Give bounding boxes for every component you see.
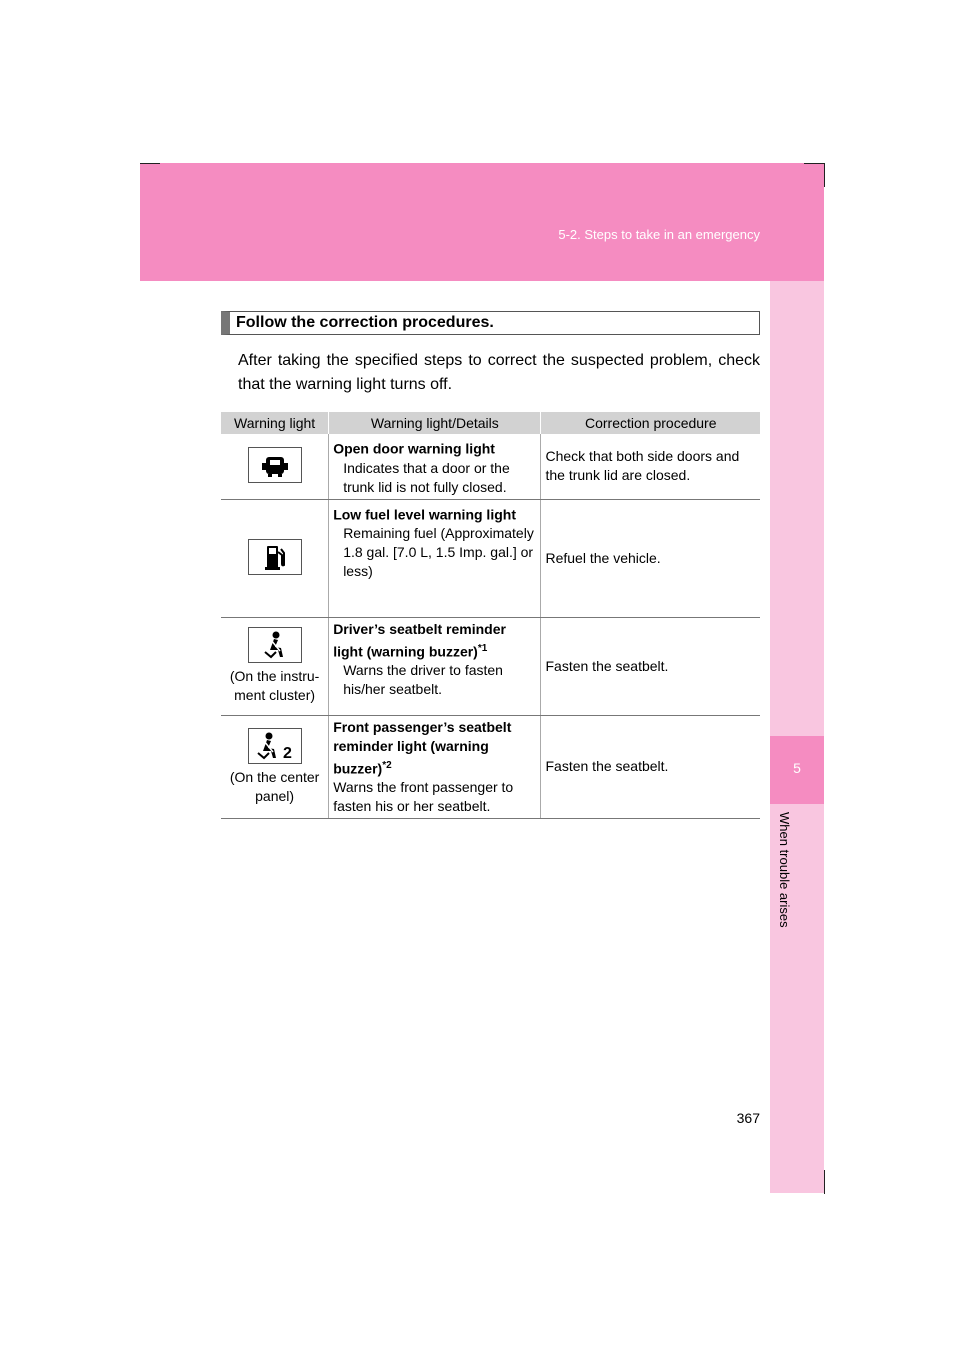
details-cell (329, 499, 541, 617)
table-header: Correction procedure (541, 412, 760, 434)
section-title: 5-2. Steps to take in an emergency (558, 227, 760, 242)
warning-light-cell (221, 715, 329, 819)
location-note: (On the center panel) (229, 768, 320, 804)
details-cell (329, 617, 541, 715)
location-note: (On the instru-ment cluster) (229, 668, 320, 704)
chapter-title: When trouble arises (777, 812, 792, 928)
light-details: Warns the front passenger to fasten his or her seatbelt. (333, 779, 514, 815)
table-row (221, 715, 760, 819)
table-row (221, 434, 760, 499)
page-number: 367 (736, 1110, 760, 1126)
table-header: Warning light (221, 412, 329, 434)
passenger-seatbelt-icon (248, 728, 302, 764)
svg-text:2: 2 (282, 744, 292, 761)
light-title: Low fuel level warning light (333, 506, 516, 523)
warning-light-cell (221, 499, 329, 617)
crop-mark (140, 163, 160, 164)
chapter-number: 5 (793, 760, 801, 776)
light-details: Remaining fuel (Approximately 1.8 gal. [7.0 L, 1.5 Imp. gal.] or less) (343, 525, 534, 580)
crop-mark (824, 1170, 825, 1194)
warning-light-cell (221, 617, 329, 715)
seatbelt-icon (248, 627, 302, 663)
details-cell (329, 434, 541, 499)
table-row (221, 617, 760, 715)
light-title: Driver’s seatbelt reminder light (warning buzzer)$^{*1}$ (333, 620, 506, 660)
details-cell (329, 715, 541, 819)
fuel-pump-icon (248, 539, 302, 575)
crop-mark (804, 163, 824, 164)
warning-light-table (221, 412, 760, 819)
table-header: Warning light/Details (329, 412, 541, 434)
light-title: Front passenger’s seatbelt reminder light (warning buzzer)$^{*2}$ (333, 718, 512, 777)
table-row (221, 499, 760, 617)
warning-light-cell (221, 434, 329, 499)
light-title: Open door warning light (333, 440, 495, 457)
section-heading: Follow the correction procedures. (221, 311, 760, 335)
table-header-row (221, 412, 760, 434)
correction-cell: Fasten the seatbelt. (541, 715, 760, 819)
header-band (140, 163, 824, 281)
light-details: Indicates that a door or the trunk lid is not fully closed. (343, 459, 510, 495)
correction-cell: Refuel the vehicle. (541, 499, 760, 617)
correction-cell: Fasten the seatbelt. (541, 617, 760, 715)
crop-mark (824, 163, 825, 187)
light-details: Warns the driver to fasten his/her seatbelt. (343, 662, 503, 698)
correction-cell: Check that both side doors and the trunk lid are closed. (541, 434, 760, 499)
open-door-icon (248, 447, 302, 483)
intro-paragraph: After taking the specified steps to correct the suspected problem, check that the warning light turns off. (238, 352, 760, 393)
